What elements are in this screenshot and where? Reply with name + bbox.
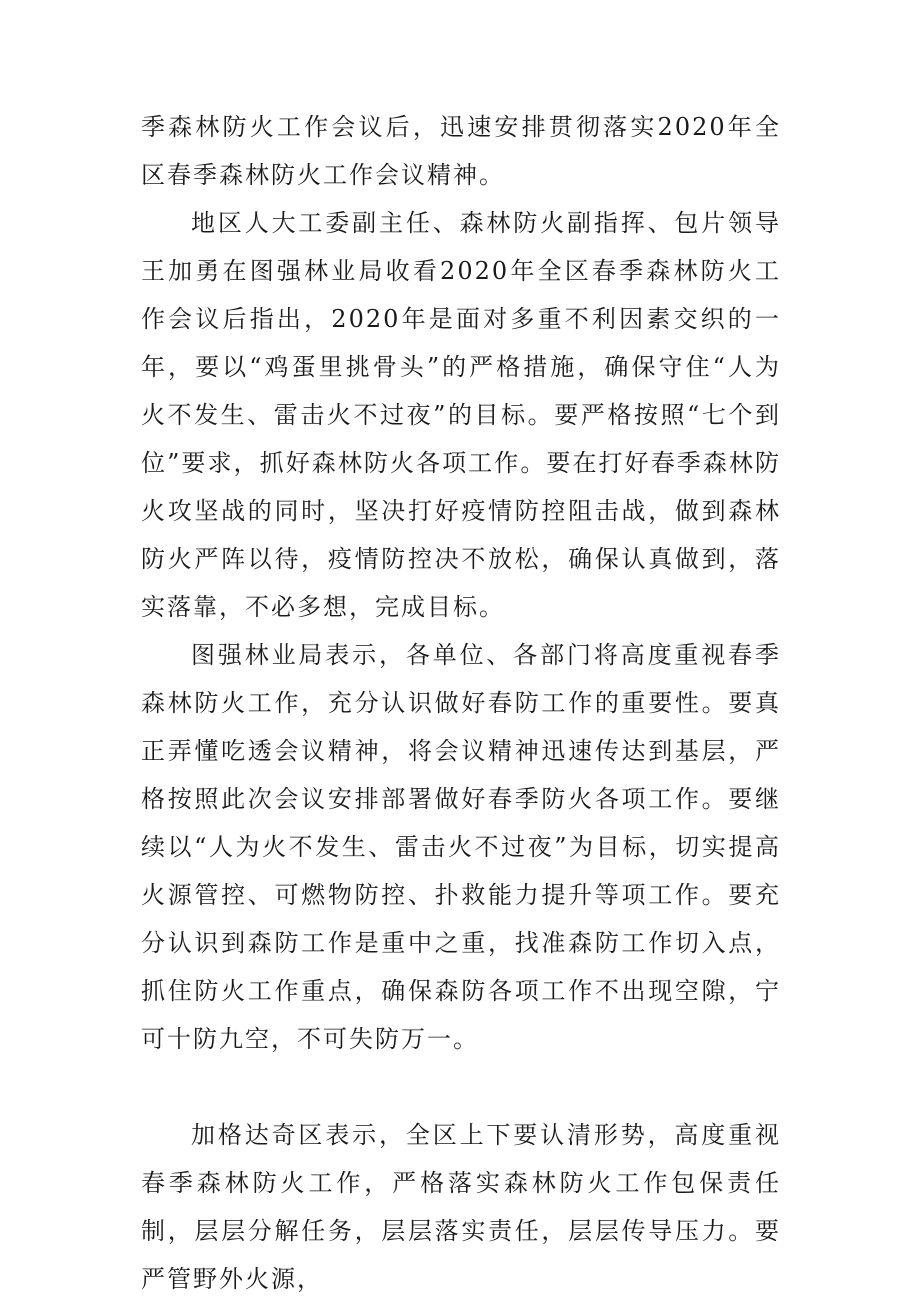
paragraph-2: 地区人大工委副主任、森林防火副指挥、包片领导王加勇在图强林业局收看2020年全区春季森林防火工作会议后指出，2020年是面对多重不利因素交织的一年，要以“鸡蛋里挑骨头”的严格措施，确保守住“人为火不发生、雷击火不过夜”的目标。要严格按照“七个到位”要求，抓好森林防火各项工作。要在打好春季森林防火攻坚战的同时，坚决打好疫情防控阻击战，做到森林防火严阵以待，疫情防控决不放松，确保认真做到，落实落靠，不必多想，完成目标。 xyxy=(141,209,781,621)
document-body xyxy=(141,103,781,1303)
paragraph-1: 季森林防火工作会议后，迅速安排贯彻落实2020年全区春季森林防火工作会议精神。 xyxy=(141,113,781,189)
paragraph-3: 图强林业局表示，各单位、各部门将高度重视春季森林防火工作，充分认识做好春防工作的重要性。要真正弄懂吃透会议精神，将会议精神迅速传达到基层，严格按照此次会议安排部署做好春季防火各项工作。要继续以“人为火不发生、雷击火不过夜”为目标，切实提高火源管控、可燃物防控、扑救能力提升等项工作。要充分认识到森防工作是重中之重，找准森防工作切入点，抓住防火工作重点，确保森防各项工作不出现空隙，宁可十防九空，不可失防万一。 xyxy=(141,641,781,1053)
paragraph-spacer xyxy=(141,1063,781,1111)
paragraph-4: 加格达奇区表示，全区上下要认清形势，高度重视春季森林防火工作，严格落实森林防火工作包保责任制，层层分解任务，层层落实责任，层层传导压力。要严管野外火源， xyxy=(141,1121,781,1293)
